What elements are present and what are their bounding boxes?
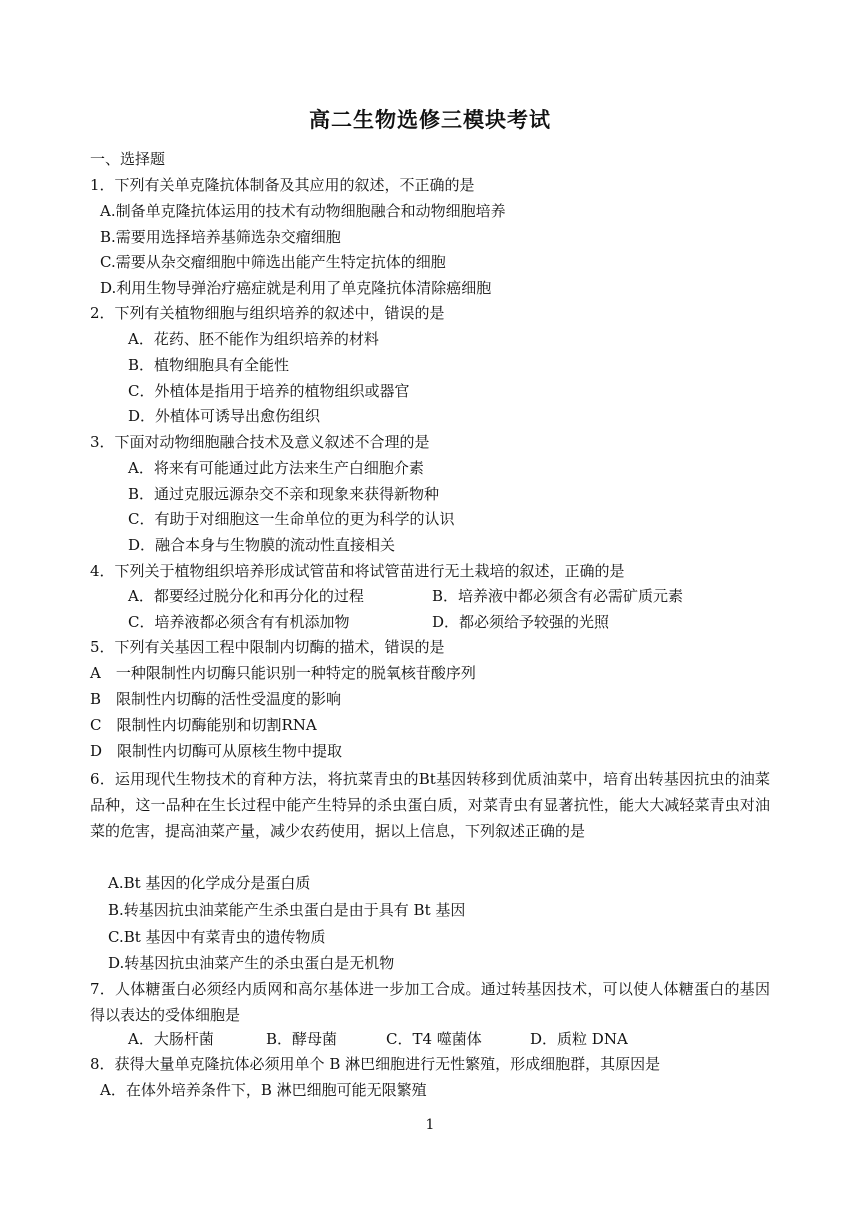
question-4-option-d: D．都必须给予较强的光照 <box>432 613 610 631</box>
question-2-option-b: B．植物细胞具有全能性 <box>128 356 290 374</box>
question-5-stem: 5．下列有关基因工程中限制内切酶的描术，错误的是 <box>90 638 445 656</box>
question-3-option-a: A．将来有可能通过此方法来生产白细胞介素 <box>128 459 424 477</box>
question-2-stem: 2．下列有关植物细胞与组织培养的叙述中，错误的是 <box>90 304 445 322</box>
question-2-option-a: A．花药、胚不能作为组织培养的材料 <box>128 330 379 348</box>
question-6-option-c: C.Bt 基因中有菜青虫的遗传物质 <box>108 928 326 946</box>
question-4-option-c: C．培养液都必须含有有机添加物 <box>128 613 350 631</box>
question-5-option-c: C 限制性内切酶能别和切割RNA <box>90 716 317 734</box>
question-7-option-d: D．质粒 DNA <box>530 1030 628 1048</box>
question-1-option-d: D.利用生物导弹治疗癌症就是利用了单克隆抗体清除癌细胞 <box>100 279 492 297</box>
question-7-stem: 7．人体糖蛋白必须经内质网和高尔基体进一步加工合成。通过转基因技术，可以使人体糖蛋白的基因得以表达的受体细胞是 <box>90 980 770 1024</box>
question-2-option-d: D．外植体可诱导出愈伤组织 <box>128 407 321 425</box>
question-5-option-a: A 一种限制性内切酶只能识别一种特定的脱氧核苷酸序列 <box>90 664 476 682</box>
question-2-option-c: C．外植体是指用于培养的植物组织或器官 <box>128 382 410 400</box>
question-1-option-b: B.需要用选择培养基筛选杂交瘤细胞 <box>100 228 341 246</box>
question-3-option-d: D．融合本身与生物膜的流动性直接相关 <box>128 536 396 554</box>
question-6-stem: 6．运用现代生物技术的育种方法，将抗菜青虫的Bt基因转移到优质油菜中，培育出转基因抗虫的油菜品种，这一品种在生长过程中能产生特异的杀虫蛋白质，对菜青虫有显著抗性，能大大减轻菜青虫对油菜的危害，提高油菜产量，减少农药使用，据以上信息，下列叙述正确的是 <box>90 770 770 840</box>
question-4-option-b: B．培养液中都必须含有必需矿质元素 <box>432 587 684 605</box>
question-3-option-b: B．通过克服远源杂交不亲和现象来获得新物种 <box>128 485 440 503</box>
question-5-option-d: D 限制性内切酶可从原核生物中提取 <box>90 742 343 760</box>
question-1-stem: 1．下列有关单克隆抗体制备及其应用的叙述，不正确的是 <box>90 176 475 194</box>
question-8-option-a: A．在体外培养条件下，B 淋巴细胞可能无限繁殖 <box>100 1081 427 1099</box>
question-7-option-a: A．大肠杆菌 <box>128 1030 214 1048</box>
question-6-option-a: A.Bt 基因的化学成分是蛋白质 <box>108 874 311 892</box>
page-title: 高二生物选修三模块考试 <box>309 108 551 132</box>
question-4-stem: 4．下列关于植物组织培养形成试管苗和将试管苗进行无土栽培的叙述，正确的是 <box>90 562 625 580</box>
question-1-option-a: A.制备单克隆抗体运用的技术有动物细胞融合和动物细胞培养 <box>100 202 506 220</box>
question-3-stem: 3．下面对动物细胞融合技术及意义叙述不合理的是 <box>90 433 430 451</box>
question-7-option-c: C．T4 噬菌体 <box>386 1030 482 1048</box>
question-4-option-a: A．都要经过脱分化和再分化的过程 <box>128 587 364 605</box>
question-5-option-b: B 限制性内切酶的活性受温度的影响 <box>90 690 342 708</box>
question-6-option-b: B.转基因抗虫油菜能产生杀虫蛋白是由于具有 Bt 基因 <box>108 901 466 919</box>
page-number: 1 <box>425 1117 435 1133</box>
section-heading: 一、选择题 <box>90 150 166 168</box>
question-7-option-b: B．酵母菌 <box>266 1030 338 1048</box>
question-3-option-c: C．有助于对细胞这一生命单位的更为科学的认识 <box>128 510 455 528</box>
question-6-option-d: D.转基因抗虫油菜产生的杀虫蛋白是无机物 <box>108 954 395 972</box>
question-8-stem: 8．获得大量单克隆抗体必须用单个 B 淋巴细胞进行无性繁殖，形成细胞群，其原因是 <box>90 1055 661 1073</box>
question-1-option-c: C.需要从杂交瘤细胞中筛选出能产生特定抗体的细胞 <box>100 253 446 271</box>
